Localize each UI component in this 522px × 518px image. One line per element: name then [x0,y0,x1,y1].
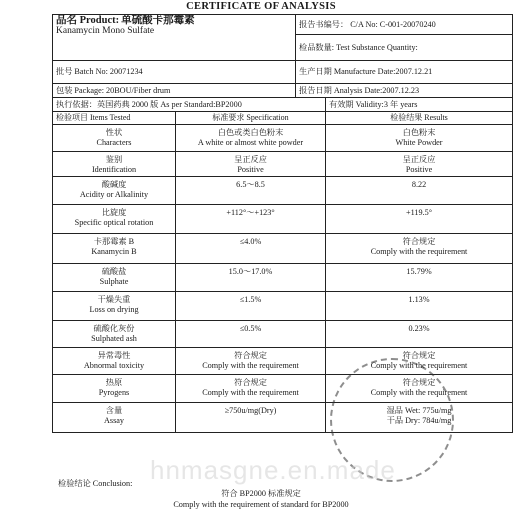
item-name-en: Characters [96,138,132,147]
result-line-2: 干品 Dry: 784u/mg [386,416,452,425]
item-name-cn: 硫酸盐 [101,267,127,276]
result-cell [326,177,513,205]
spec-line-1: +112°～+123° [226,208,275,217]
result-cell [326,125,513,152]
item-cell [53,292,176,321]
result-line-2: Comply with the requirement [370,388,468,397]
spec-cell [176,152,326,177]
item-cell [53,152,176,177]
result-cell [326,264,513,292]
item-cell [53,321,176,348]
result-line-1: 8.22 [411,180,427,189]
item-cell [53,177,176,205]
item-cell [53,264,176,292]
spec-cell [176,375,326,403]
column-header-results: 检验结果 Results [326,112,513,125]
report-no-label: 报告书编号： [299,19,349,29]
spec-cell [176,321,326,348]
item-name-en: Sulphate [99,277,129,286]
test-quantity: 检品数量: Test Substance Quantity: [296,35,513,61]
item-name-en: Loss on drying [89,305,139,314]
spec-line-1: ≥750u/mg(Dry) [224,406,277,415]
spec-line-2: Positive [237,165,264,174]
result-line-1: +119.5° [406,208,433,217]
product-name-en: Kanamycin Mono Sulfate [56,26,155,36]
result-line-2: Comply with the requirement [370,361,468,370]
item-name-cn: 热原 [105,378,123,387]
result-line-1: 呈正反应 [402,155,436,164]
batch-number: 批号 Batch No: 20071234 [53,61,296,84]
table-row [53,152,513,177]
result-cell [326,205,513,234]
item-name-en: Specific optical rotation [74,218,154,227]
spec-line-1: ≤0.5% [239,324,262,333]
item-name-en: Identification [91,165,137,174]
item-name-cn: 比旋度 [101,208,127,217]
item-name-en: Kanamycin B [91,247,137,256]
spec-line-1: 符合规定 [234,378,267,387]
result-line-1: 白色粉末 [402,128,436,137]
manufacture-date: 生产日期 Manufacture Date:2007.12.21 [296,61,513,84]
spec-cell [176,234,326,264]
product-name-cn: 单硫酸卡那霉素 [121,15,195,26]
item-name-cn: 含量 [105,406,123,415]
item-cell [53,403,176,433]
spec-cell [176,264,326,292]
product-label: 品名 Product: [56,15,120,26]
item-cell [53,125,176,152]
result-cell [326,321,513,348]
column-header-specification: 标准要求 Specification [176,112,326,125]
result-cell [326,292,513,321]
spec-cell [176,348,326,375]
table-row [53,125,513,152]
item-name-cn: 硫酸化灰份 [93,324,135,333]
package: 包装 Package: 20BOU/Fiber drum [53,84,296,98]
table-row [53,264,513,292]
table-row [53,177,513,205]
result-line-1: 湿品 Wet: 775u/mg [386,406,452,415]
item-name-cn: 性状 [105,128,123,137]
spec-line-1: ≤1.5% [239,295,262,304]
table-row [53,321,513,348]
item-name-cn: 异常毒性 [97,351,131,360]
result-line-1: 15.79% [406,267,432,276]
item-cell [53,234,176,264]
spec-line-2: A white or almost white powder [197,138,304,147]
conclusion-line-cn: 符合 BP2000 标准规定 [221,489,301,498]
result-line-1: 符合规定 [402,237,436,246]
column-header-items: 检验项目 Items Tested [53,112,176,125]
item-name-en: Acidity or Alkalinity [79,190,149,199]
spec-cell [176,125,326,152]
table-row [53,234,513,264]
item-cell [53,375,176,403]
product-cell [53,15,296,61]
report-number-cell [296,15,513,35]
item-name-cn: 酸碱度 [101,180,127,189]
result-cell [326,234,513,264]
item-name-en: Sulphated ash [91,334,137,343]
result-line-1: 符合规定 [402,378,436,387]
spec-cell [176,403,326,433]
result-cell [326,152,513,177]
table-row [53,292,513,321]
conclusion-label: 检验结论 Conclusion: [58,479,133,488]
result-line-1: 0.23% [408,324,430,333]
report-no: C/A No: C-001-20070240 [350,19,436,29]
conclusion-text [0,488,522,510]
result-line-2: Comply with the requirement [370,247,468,256]
item-cell [53,348,176,375]
document-title: CERTIFICATE OF ANALYSIS [186,1,336,12]
standard: 执行依据：英国药典 2000 版 As per Standard:BP2000 [53,98,326,112]
spec-line-1: 6.5～8.5 [236,180,265,189]
spec-line-2: Comply with the requirement [202,361,299,370]
item-name-en: Pyrogens [98,388,130,397]
coa-table [52,14,513,433]
spec-line-2: Comply with the requirement [202,388,299,397]
spec-line-1: 白色或类白色粉末 [217,128,284,137]
spec-cell [176,205,326,234]
result-line-2: White Powder [395,138,443,147]
item-name-cn: 卡那霉素 B [93,237,135,246]
result-line-1: 1.13% [408,295,430,304]
spec-line-1: 符合规定 [234,351,267,360]
result-line-2: Positive [405,165,433,174]
item-name-en: Assay [103,416,124,425]
result-line-1: 符合规定 [402,351,436,360]
spec-line-1: 呈正反应 [234,155,267,164]
analysis-date: 报告日期 Analysis Date:2007.12.23 [296,84,513,98]
item-name-en: Abnormal toxicity [83,361,145,370]
spec-line-1: ≤4.0% [239,237,262,246]
conclusion-line-en: Comply with the requirement of standard for BP2000 [173,500,349,509]
spec-cell [176,177,326,205]
item-name-cn: 鉴别 [105,155,123,164]
spec-cell [176,292,326,321]
table-row [53,348,513,375]
spec-line-1: 15.0～17.0% [228,267,273,276]
watermark: hnmasgne.en.made [150,455,396,485]
item-name-cn: 干燥失重 [97,295,131,304]
item-cell [53,205,176,234]
validity: 有效期 Validity:3 年 years [326,98,513,112]
table-row [53,205,513,234]
